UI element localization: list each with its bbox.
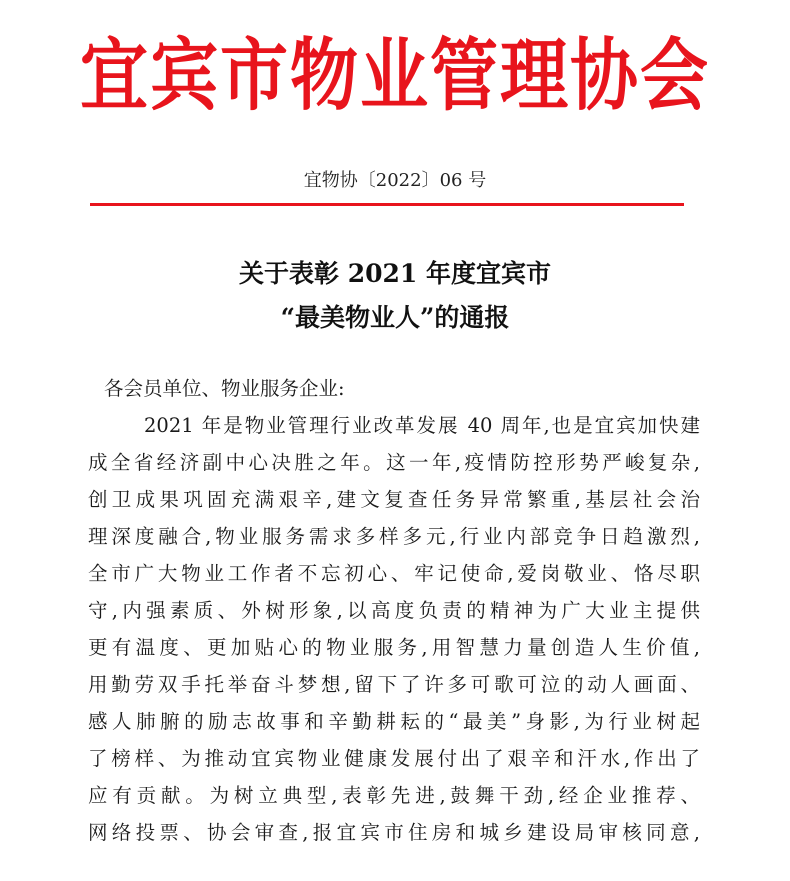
body-line: 2021 年是物业管理行业改革发展 40 周年,也是宜宾加快建 <box>144 414 700 437</box>
body-line: 网络投票、协会审查,报宜宾市住房和城乡建设局审核同意, <box>88 821 700 844</box>
title-line-2: “最美物业人”的通报 <box>280 303 510 332</box>
body-line: 成全省经济副中心决胜之年。这一年,疫情防控形势严峻复杂, <box>88 451 700 474</box>
body-line: 更有温度、更加贴心的物业服务,用智慧力量创造人生价值, <box>88 636 700 659</box>
body-line: 感人肺腑的励志故事和辛勤耕耘的“最美”身影,为行业树起 <box>88 710 700 733</box>
title-line-1: 关于表彰 2021 年度宜宾市 <box>239 259 551 288</box>
document-header-org-name: 宜宾市物业管理协会 <box>79 31 710 123</box>
document-number: 宜物协〔2022〕06 号 <box>303 170 487 191</box>
document-body <box>88 370 700 851</box>
body-line: 用勤劳双手托举奋斗梦想,留下了许多可歌可泣的动人画面、 <box>88 673 700 696</box>
body-line: 守,内强素质、外树形象,以高度负责的精神为广大业主提供 <box>88 599 700 622</box>
body-line: 创卫成果巩固充满艰辛,建文复查任务异常繁重,基层社会治 <box>88 488 700 511</box>
red-divider-line <box>90 203 684 206</box>
document-title <box>0 252 790 340</box>
body-line: 全市广大物业工作者不忘初心、牢记使命,爱岗敬业、恪尽职 <box>88 562 700 585</box>
body-line: 应有贡献。为树立典型,表彰先进,鼓舞干劲,经企业推荐、 <box>88 784 700 807</box>
body-line: 了榜样、为推动宜宾物业健康发展付出了艰辛和汗水,作出了 <box>88 747 700 770</box>
salutation: 各会员单位、物业服务企业: <box>104 377 345 400</box>
body-line: 理深度融合,物业服务需求多样多元,行业内部竞争日趋激烈, <box>88 525 700 548</box>
